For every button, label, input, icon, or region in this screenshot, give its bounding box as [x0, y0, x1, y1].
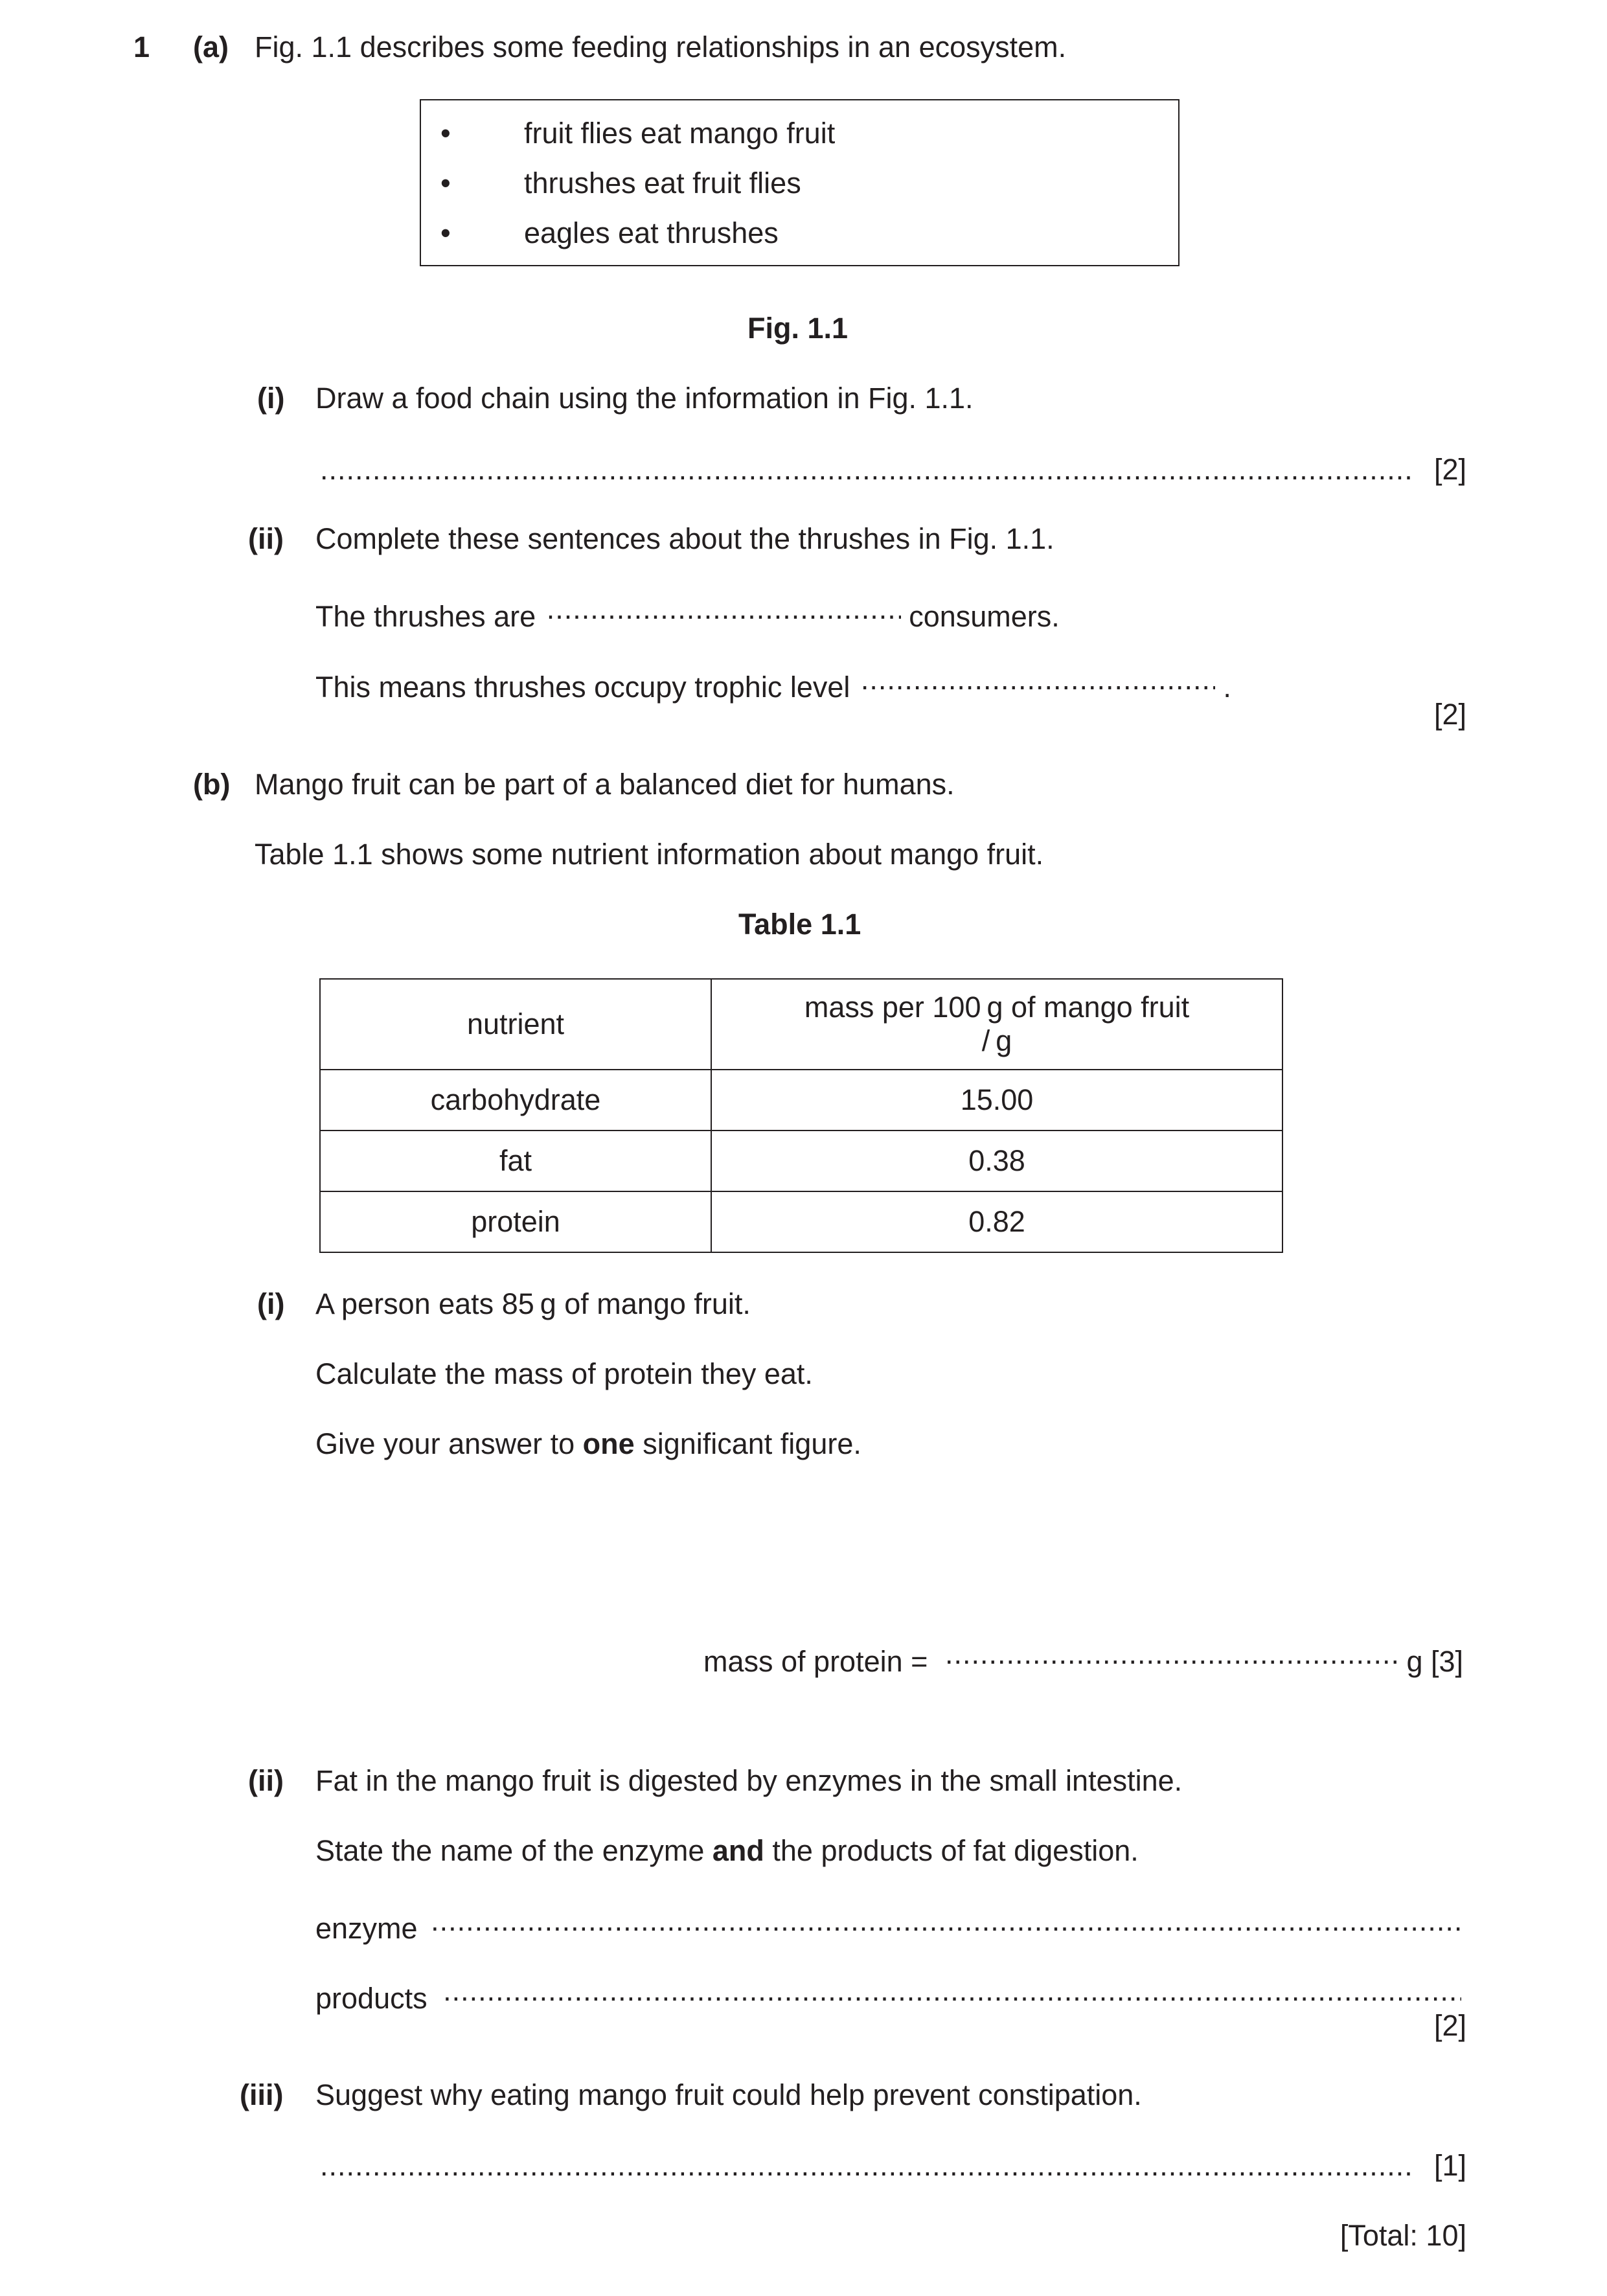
part-a-intro: Fig. 1.1 describes some feeding relationships in an ecosystem. [255, 30, 1067, 63]
figure-box [420, 99, 1180, 266]
total-marks: [Total: 10] [1339, 2219, 1466, 2252]
subpart-a-i-label: (i) [257, 382, 285, 415]
subpart-b-i-line1: A person eats 85 g of mango fruit. [315, 1287, 751, 1320]
line3-end: significant figure. [634, 1427, 861, 1460]
subpart-a-ii-label: (ii) [248, 522, 284, 555]
products-label: products [315, 1982, 427, 2015]
bullet-icon: • [440, 166, 451, 200]
subpart-b-i-label: (i) [257, 1287, 285, 1320]
table-row [320, 1191, 1282, 1252]
marks-a-i: [2] [1433, 453, 1466, 486]
table-intro: Table 1.1 shows some nutrient information about mango fruit. [255, 838, 1044, 871]
table-row [320, 1070, 1282, 1131]
cell-nutrient: protein [320, 1191, 711, 1252]
blank-trophic-level[interactable] [861, 662, 1215, 697]
part-b-label: (b) [193, 768, 231, 801]
cell-nutrient: carbohydrate [320, 1070, 711, 1131]
products-row [315, 1973, 1461, 2016]
table-row [320, 1131, 1282, 1191]
subpart-a-ii-text: Complete these sentences about the thrushes in Fig. 1.1. [315, 522, 1054, 555]
subpart-b-ii-line2 [315, 1833, 1139, 1868]
subpart-b-iii-label: (iii) [240, 2078, 284, 2111]
question-number: 1 [133, 30, 150, 63]
marks-b-iii: [1] [1433, 2149, 1466, 2182]
answer-line-a-i[interactable] [320, 452, 1410, 495]
subpart-b-ii-label: (ii) [248, 1764, 284, 1797]
answer-line-enzyme[interactable] [431, 1903, 1462, 1938]
header-mass-unit: / g [981, 1024, 1012, 1057]
table-header-row [320, 979, 1282, 1070]
sentence-2-start: This means thrushes occupy trophic level [315, 671, 850, 704]
table-caption: Table 1.1 [738, 908, 861, 941]
header-nutrient: nutrient [320, 979, 711, 1070]
answer-unit-marks: g [3] [1406, 1645, 1464, 1678]
figure-caption: Fig. 1.1 [747, 312, 849, 345]
enzyme-row [315, 1903, 1462, 1946]
bullet-icon: • [440, 216, 451, 249]
answer-line-mass-protein[interactable] [945, 1636, 1398, 1671]
part-a-label: (a) [193, 30, 229, 63]
line2-start: State the name of the enzyme [315, 1834, 712, 1867]
line3-start: Give your answer to [315, 1427, 583, 1460]
bullet-text: thrushes eat fruit flies [524, 166, 801, 200]
sentence-1 [315, 591, 1060, 634]
cell-mass: 15.00 [711, 1070, 1282, 1131]
marks-b-ii: [2] [1433, 2009, 1466, 2042]
cell-mass: 0.82 [711, 1191, 1282, 1252]
answer-label: mass of protein = [703, 1645, 928, 1678]
subpart-b-i-line2: Calculate the mass of protein they eat. [315, 1357, 813, 1390]
enzyme-label: enzyme [315, 1912, 418, 1945]
blank-consumer-type[interactable] [547, 591, 901, 626]
sentence-2-end: . [1223, 671, 1231, 704]
answer-line-b-iii[interactable] [320, 2148, 1410, 2191]
subpart-a-i-text: Draw a food chain using the information in Fig. 1.1. [315, 382, 974, 415]
subpart-b-i-line3 [315, 1427, 861, 1462]
marks-a-ii: [2] [1433, 698, 1466, 731]
answer-mass-protein [703, 1636, 1463, 1679]
sentence-2 [315, 662, 1231, 705]
cell-mass: 0.38 [711, 1131, 1282, 1191]
header-mass-line1: mass per 100 g of mango fruit [804, 991, 1190, 1024]
sentence-1-start: The thrushes are [315, 600, 536, 633]
sentence-1-end: consumers. [909, 600, 1060, 633]
line3-emphasis: one [582, 1427, 635, 1460]
line2-end: the products of fat digestion. [764, 1834, 1139, 1867]
subpart-b-ii-line1: Fat in the mango fruit is digested by enzymes in the small intestine. [315, 1764, 1183, 1797]
subpart-b-iii-text: Suggest why eating mango fruit could help prevent constipation. [315, 2078, 1142, 2111]
header-mass [711, 979, 1282, 1070]
part-b-intro: Mango fruit can be part of a balanced diet for humans. [255, 768, 955, 801]
bullet-text: eagles eat thrushes [524, 216, 779, 249]
bullet-text: fruit flies eat mango fruit [524, 117, 836, 150]
line2-emphasis: and [712, 1834, 764, 1867]
nutrient-table [319, 978, 1283, 1253]
cell-nutrient: fat [320, 1131, 711, 1191]
answer-line-products[interactable] [443, 1973, 1461, 2008]
bullet-icon: • [440, 117, 451, 150]
